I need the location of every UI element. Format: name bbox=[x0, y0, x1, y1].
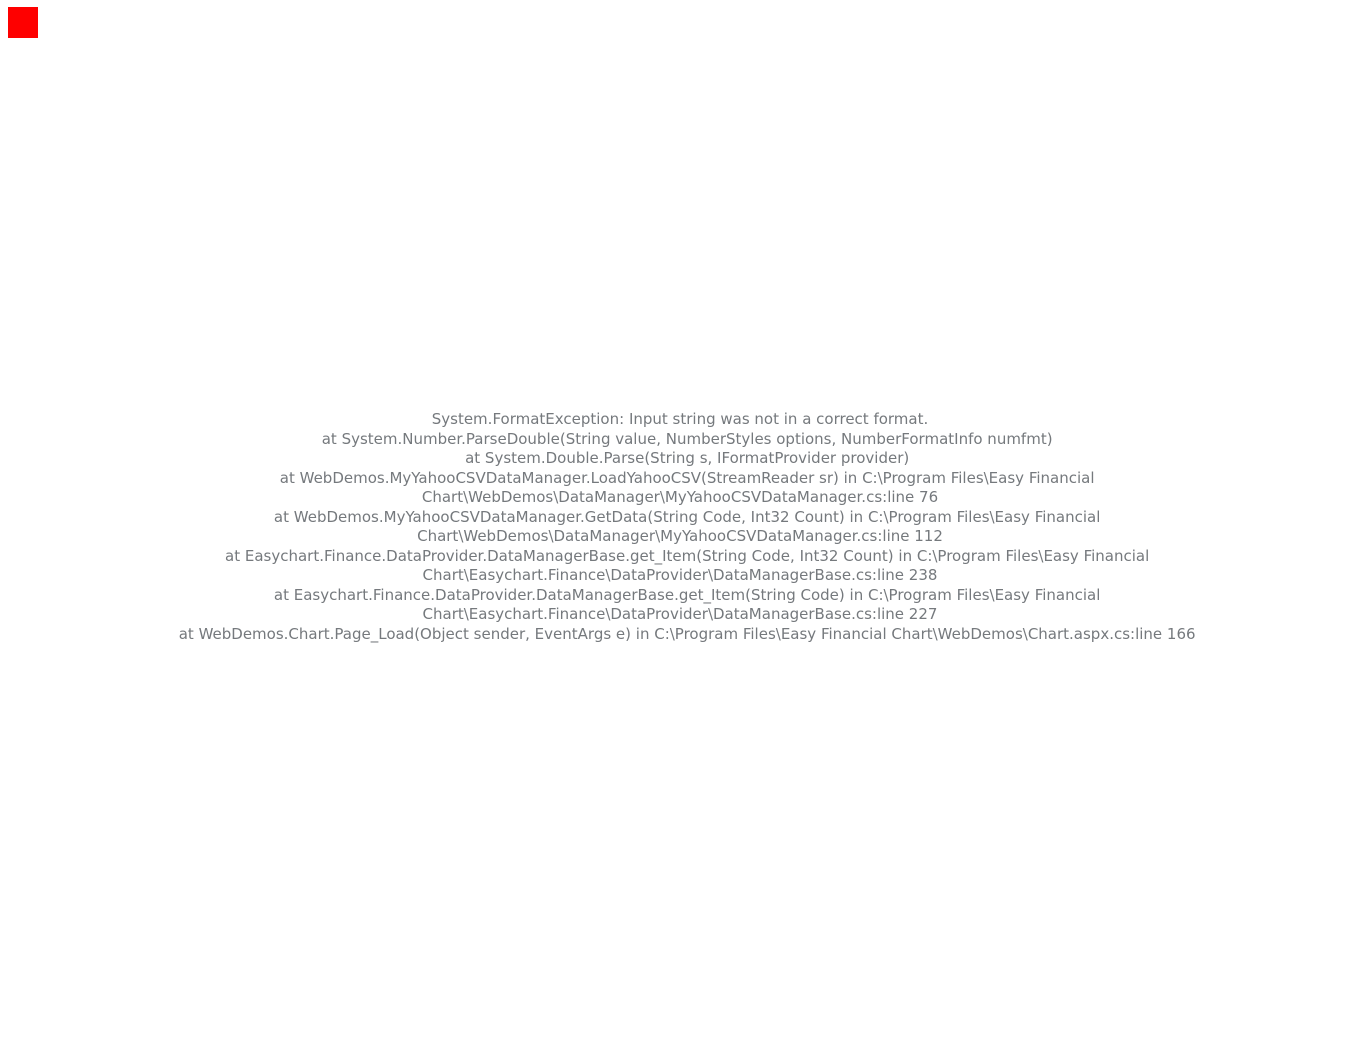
stack-trace-line: at System.Double.Parse(String s, IFormatProvider provider) bbox=[450, 449, 910, 467]
stack-trace-line: at Easychart.Finance.DataProvider.DataManagerBase.get_Item(String Code) in C:\Program Files\Easy Financial bbox=[259, 585, 1101, 604]
stack-trace-line: Chart\WebDemos\DataManager\MyYahooCSVDataManager.cs:line 112 bbox=[417, 527, 943, 545]
stack-trace-line: Chart\WebDemos\DataManager\MyYahooCSVDataManager.cs:line 76 bbox=[421, 488, 939, 506]
red-square-marker bbox=[8, 7, 38, 38]
stack-trace-line: Chart\Easychart.Finance\DataProvider\DataManagerBase.cs:line 238 bbox=[422, 566, 938, 584]
stack-trace-line: at WebDemos.MyYahooCSVDataManager.LoadYahooCSV(StreamReader sr) in C:\Program Files\Easy Financial bbox=[265, 468, 1095, 487]
stack-trace-line: at Easychart.Finance.DataProvider.DataManagerBase.get_Item(String Code, Int32 Count) in C:\Program Files\Easy Financial bbox=[210, 546, 1150, 565]
stack-trace-line: at System.Number.ParseDouble(String value, NumberStyles options, NumberFormatInfo numfmt) bbox=[307, 429, 1053, 448]
stack-trace-line: Chart\Easychart.Finance\DataProvider\DataManagerBase.cs:line 227 bbox=[422, 605, 938, 623]
exception-stack-trace bbox=[0, 410, 1360, 644]
stack-trace-line: System.FormatException: Input string was not in a correct format. bbox=[431, 410, 929, 428]
stack-trace-line: at WebDemos.MyYahooCSVDataManager.GetData(String Code, Int32 Count) in C:\Program Files\Easy Financial bbox=[259, 507, 1101, 526]
stack-trace-line: at WebDemos.Chart.Page_Load(Object sender, EventArgs e) in C:\Program Files\Easy Financial Chart\WebDemos\Chart.aspx.cs:line 166 bbox=[164, 624, 1196, 643]
